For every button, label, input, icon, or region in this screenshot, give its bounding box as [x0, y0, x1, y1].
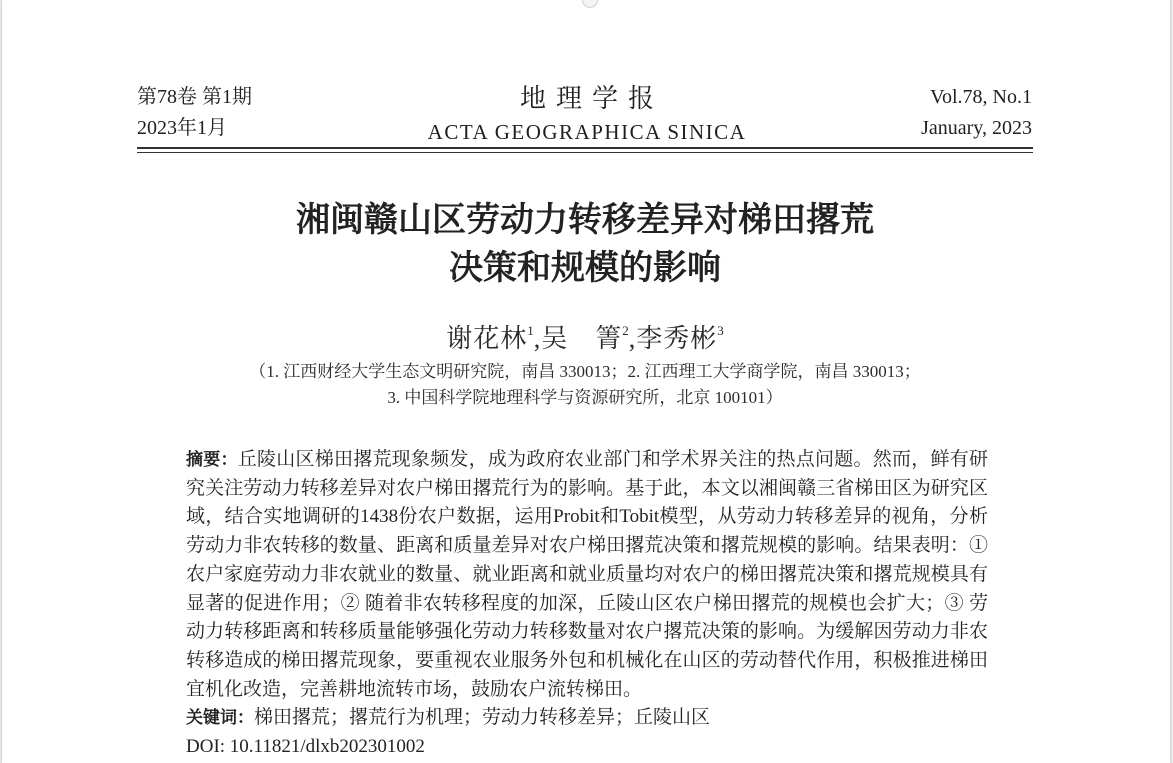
article-title	[137, 196, 1033, 292]
author-separator: ,	[533, 324, 542, 353]
journal-name-en: ACTA GEOGRAPHICA SINICA	[427, 120, 747, 144]
date-cn: 2023年1月	[137, 117, 227, 139]
keywords	[186, 704, 710, 732]
volume-en: Vol.78, No.1	[930, 86, 1032, 108]
author-affiliation-mark: 3	[717, 323, 724, 338]
header-right	[921, 82, 1032, 144]
author-name: 李秀彬	[636, 324, 718, 353]
author-separator: ,	[628, 324, 637, 353]
doi[interactable]: DOI: 10.11821/dlxb202301002	[186, 736, 425, 757]
title-line-2: 决策和规模的影响	[449, 248, 721, 288]
title-line-1: 湘闽赣山区劳动力转移差异对梯田撂荒	[296, 200, 874, 240]
header-rule-thick	[137, 147, 1033, 149]
keywords-text: 梯田撂荒；撂荒行为机理；劳动力转移差异；丘陵山区	[254, 707, 711, 728]
affiliation-line-1: （1. 江西财经大学生态文明研究院，南昌 330013；2. 江西理工大学商学院，南昌 330013；	[249, 362, 921, 381]
keywords-label: 关键词：	[186, 708, 254, 728]
journal-page	[2, 0, 1170, 763]
author-list	[137, 318, 1033, 355]
affiliation-line-2: 3. 中国科学院地理科学与资源研究所，北京 100101）	[387, 388, 783, 407]
affiliations	[137, 359, 1033, 411]
date-en: January, 2023	[921, 117, 1032, 139]
author-affiliation-mark: 1	[527, 323, 534, 338]
journal-name-cn: 地理学报	[519, 84, 664, 113]
page-top-marker	[582, 0, 598, 8]
journal-masthead	[387, 82, 787, 147]
author-name: 谢花林	[446, 324, 528, 353]
header-left	[137, 82, 252, 144]
abstract	[186, 446, 988, 704]
author-name: 吴 箐	[541, 324, 623, 353]
author-affiliation-mark: 2	[622, 323, 629, 338]
abstract-text: 丘陵山区梯田撂荒现象频发，成为政府农业部门和学术界关注的热点问题。然而，鲜有研究关注劳动力转移差异对农户梯田撂荒行为的影响。基于此，本文以湘闽赣三省梯田区为研究区域，结合实地调研的1438份农户数据，运用Probit和Tobit模型，从劳动力转移差异的视角，分析劳动力非农转移的数量、距离和质量差异对农户梯田撂荒决策和撂荒规模的影响。结果表明：① 农户家庭劳动力非农就业的数量、就业距离和就业质量均对农户的梯田撂荒决策和撂荒规模具有显著的促进作用；② 随着非农转移程度的加深，丘陵山区农户梯田撂荒的规模也会扩大；③ 劳动力转移距离和转移质量能够强化劳动力转移数量对农户撂荒决策的影响。为缓解因劳动力非农转移造成的梯田撂荒现象，要重视农业服务外包和机械化在山区的劳动替代作用，积极推进梯田宜机化改造，完善耕地流转市场，鼓励农户流转梯田。	[186, 449, 988, 700]
abstract-label: 摘要：	[186, 450, 238, 470]
header-rule-thin	[137, 152, 1033, 153]
volume-cn: 第78卷 第1期	[137, 86, 252, 108]
